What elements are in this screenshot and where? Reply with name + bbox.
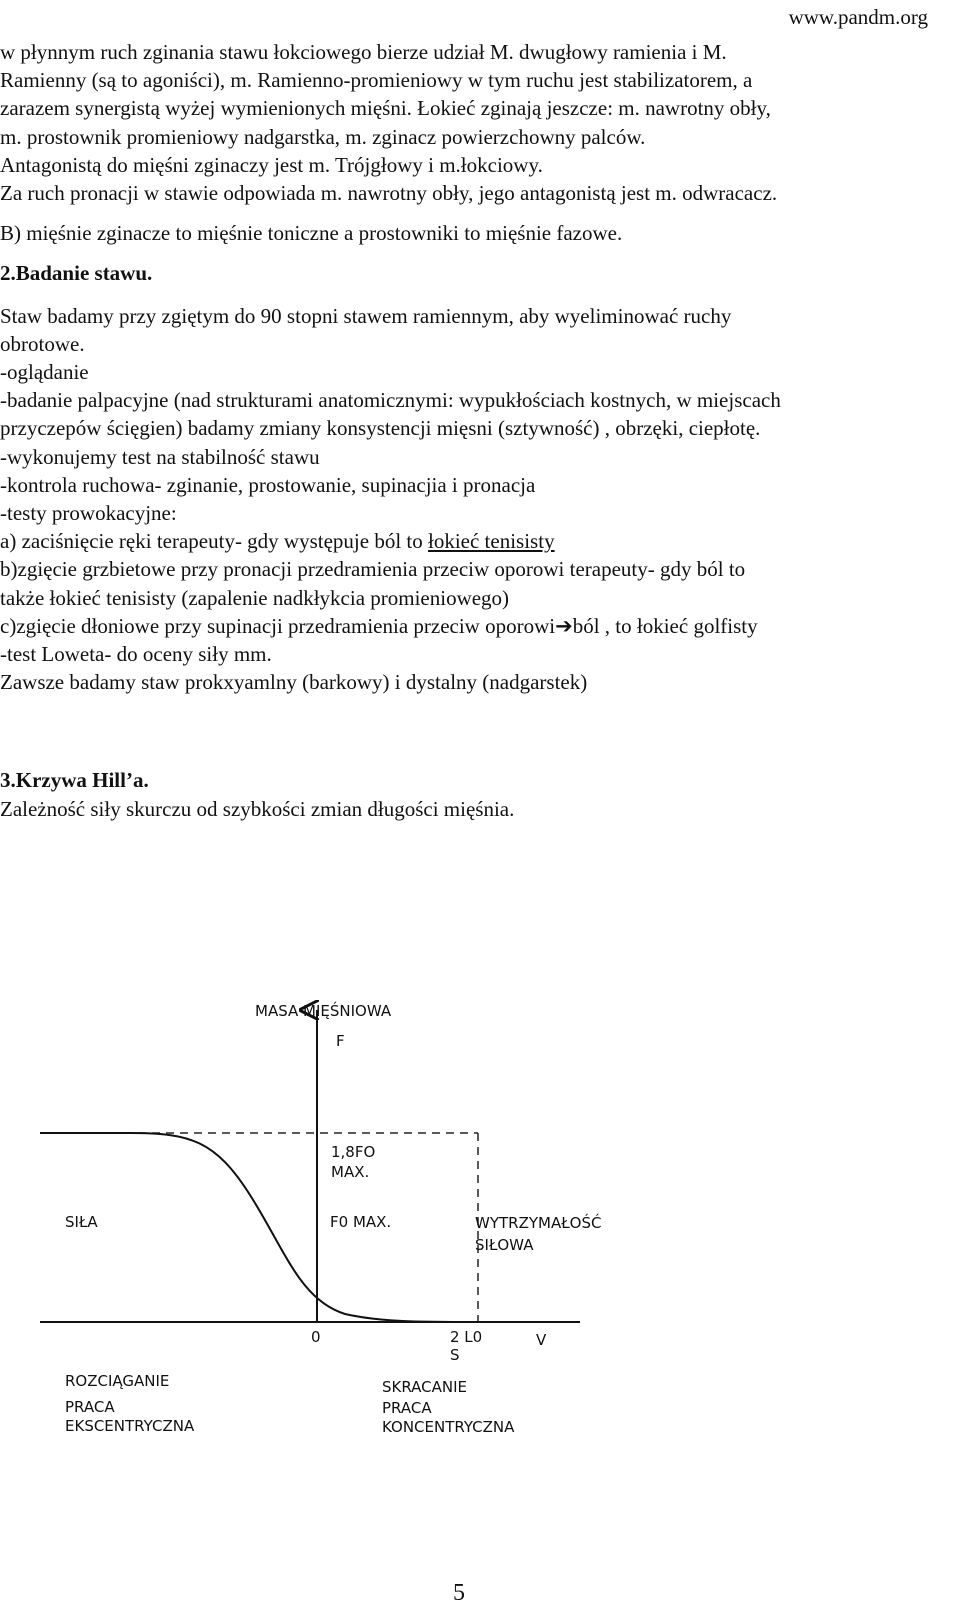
force-label: SIŁA — [65, 1213, 98, 1231]
text-line: b)zgięcie grzbietowe przy pronacji przedramienia przeciw oporowi terapeuty- gdy ból to — [0, 557, 746, 582]
stretching-label: ROZCIĄGANIE — [65, 1372, 170, 1390]
text-line: Za ruch pronacji w stawie odpowiada m. nawrotny obły, jego antagonistą jest m. odwracacz. — [0, 181, 778, 206]
x-tick-label: 2 L0 — [450, 1328, 483, 1346]
origin-label: 0 — [311, 1328, 321, 1346]
text-line: -oglądanie — [0, 360, 89, 385]
text-line: zarazem synergistą wyżej wymienionych mięśni. Łokieć zginają jeszcze: m. nawrotny obły, — [0, 96, 771, 121]
text-line: -wykonujemy test na stabilność stawu — [0, 444, 320, 469]
y-axis-label: F — [336, 1032, 345, 1050]
text-line: B) mięśnie zginacze to mięśnie toniczne a prostowniki to mięśnie fazowe. — [0, 221, 623, 246]
test-c-result: ból , to łokieć golfisty — [572, 613, 758, 638]
test-a-line — [0, 527, 955, 555]
tennis-elbow-link[interactable]: łokieć tenisisty — [428, 529, 555, 554]
concentric-work-label-2: KONCENTRYCZNA — [382, 1418, 515, 1436]
eccentric-work-label-1: PRACA — [65, 1398, 115, 1416]
hill-curve-diagram — [0, 1000, 700, 1480]
text-line: przyczepów ścięgien) badamy zmiany konsystencji mięsni (sztywność) , obrzęki, ciepłotę. — [0, 416, 761, 441]
max-label-line2: MAX. — [331, 1163, 370, 1181]
section-subtitle: Zależność siły skurczu od szybkości zmian długości mięśnia. — [0, 796, 515, 821]
eccentric-work-label-2: EKSCENTRYCZNA — [65, 1417, 195, 1435]
chart-top-label: MASA MIĘŚNIOWA — [255, 1002, 392, 1020]
text-line: także łokieć tenisisty (zapalenie nadkłykcia promieniowego) — [0, 585, 510, 610]
x-axis-label: V — [536, 1331, 547, 1349]
text-line: obrotowe. — [0, 331, 85, 356]
text-line: Antagonistą do mięśni zginaczy jest m. Trójgłowy i m.łokciowy. — [0, 152, 543, 177]
document-body — [0, 38, 955, 823]
x-tick-unit: S — [450, 1346, 460, 1364]
text-line: -kontrola ruchowa- zginanie, prostowanie, supinacjia i pronacja — [0, 472, 536, 497]
f0-max-label: F0 MAX. — [330, 1213, 392, 1231]
shortening-label: SKRACANIE — [382, 1378, 468, 1396]
test-c-text: c)zgięcie dłoniowe przy supinacji przedramienia przeciw oporowi — [0, 613, 556, 638]
section-heading-badanie: 2.Badanie stawu. — [0, 261, 153, 286]
strength-endurance-label-2: SIŁOWA — [475, 1236, 534, 1254]
test-a-text: a) zaciśnięcie ręki terapeuty- gdy występuje ból to — [0, 529, 428, 554]
arrow-right-icon: ➔ — [555, 613, 573, 638]
text-line: m. prostownik promieniowy nadgarstka, m. zginacz powierzchowny palców. — [0, 124, 646, 149]
test-c-line — [0, 612, 955, 640]
hill-curve — [40, 1133, 478, 1322]
text-line: -test Loweta- do oceny siły mm. — [0, 642, 272, 667]
text-line: Zawsze badamy staw prokxyamlny (barkowy) i dystalny (nadgarstek) — [0, 670, 588, 695]
max-label-line1: 1,8FO — [331, 1143, 376, 1161]
text-line: w płynnym ruch zginania stawu łokciowego bierze udział M. dwugłowy ramienia i M. — [0, 40, 727, 64]
page-number: 5 — [453, 1580, 465, 1606]
text-line: Staw badamy przy zgiętym do 90 stopni stawem ramiennym, aby wyeliminować ruchy — [0, 303, 732, 328]
concentric-work-label-1: PRACA — [382, 1399, 432, 1417]
text-line: Ramienny (są to agoniści), m. Ramienno-promieniowy w tym ruchu jest stabilizatorem, a — [0, 68, 753, 93]
section-heading-hill: 3.Krzywa Hill’a. — [0, 768, 149, 793]
text-line: -badanie palpacyjne (nad strukturami anatomicznymi: wypukłościach kostnych, w miejscach — [0, 388, 781, 413]
site-url[interactable]: www.pandm.org — [788, 5, 928, 29]
text-line: -testy prowokacyjne: — [0, 501, 177, 526]
strength-endurance-label-1: WYTRZYMAŁOŚĆ — [475, 1214, 602, 1232]
